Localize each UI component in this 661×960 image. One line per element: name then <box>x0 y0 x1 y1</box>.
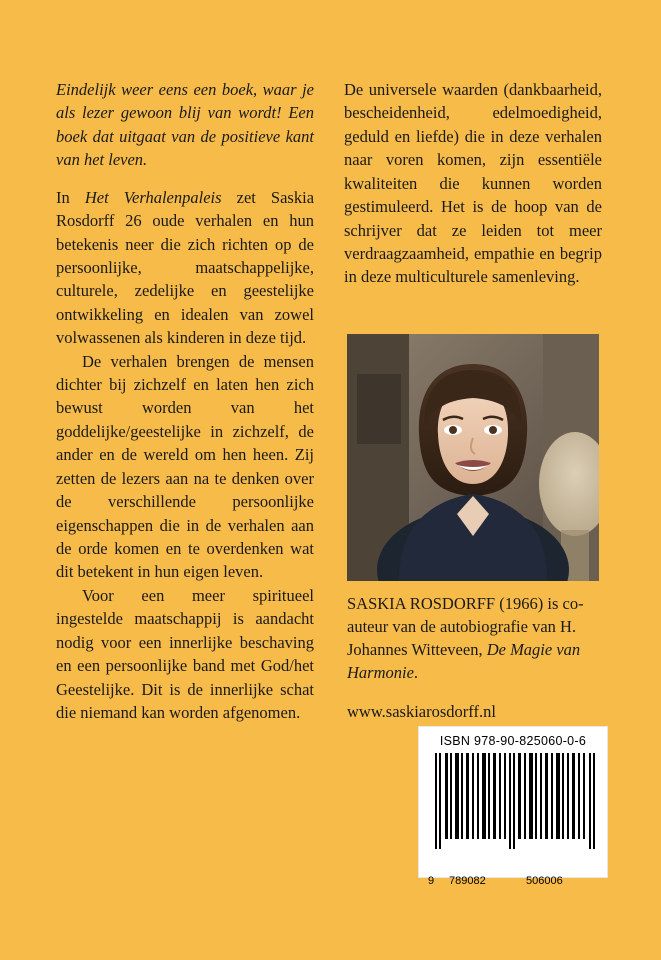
author-photo-image <box>347 334 599 581</box>
bio-sentence: is co-auteur van de autobiografie van H. Johannes Witteveen, <box>347 594 584 660</box>
pull-quote: Eindelijk weer eens een boek, waar je als lezer gewoon blij van wordt! Een boek dat uitgaat van de positieve kant van het leven. <box>56 80 314 170</box>
left-text-column <box>56 78 314 724</box>
author-name: SASKIA ROSDORFF <box>347 594 496 613</box>
paragraph-one-pre: In <box>56 187 85 207</box>
barcode-digit-group-1: 789082 <box>449 875 486 887</box>
isbn-label: ISBN 978-90-825060-0-6 <box>439 734 587 748</box>
barcode <box>418 726 608 887</box>
paragraph-three: Voor een meer spiritueel ingestelde maatschappij is aandacht nodig voor een innerlijke beschaving en een persoonlijke band met God/het Geestelijke. Dit is de innerlijke schat die niemand kan worden afgenomen. <box>56 585 314 722</box>
paragraph-two: De verhalen brengen de mensen dichter bij zichzelf en laten hen zich bewust worden van het goddelijke/geestelijke in zichzelf, de ander en de wereld om hen heen. Zij zetten de lezers aan na te denken over de verschillende persoonlijke eigenschappen die in de verhalen aan de orde komen en te overdenken wat dit betekent in hun eigen leven. <box>56 351 314 582</box>
barcode-bars <box>429 753 597 849</box>
author-birth-year: (1966) <box>499 594 544 613</box>
bio-text <box>347 592 603 684</box>
barcode-digit-group-2: 506006 <box>526 875 563 887</box>
paragraph-one <box>56 186 314 350</box>
author-bio <box>347 592 603 723</box>
paragraph-four: De universele waarden (dankbaarheid, bescheidenheid, edelmoedigheid, geduld en liefde) die in deze verhalen naar voren komen, zijn essentiële kwaliteiten die kunnen worden gestimuleerd. Het is de hoop van de schrijver dat ze leiden tot meer verdraagzaamheid, empathie en begrip in deze multiculturele samenleving. <box>344 80 602 287</box>
author-photo <box>347 334 599 581</box>
bio-period: . <box>413 663 419 683</box>
coauthored-book-title: De Magie van Harmonie <box>347 640 581 683</box>
paragraph-one-post: zet Saskia Rosdorff 26 oude verhalen en hun betekenis neer die zich richten op de persoonlijke, maatschappelijke, culturele, zedelijke en geestelijke ontwikkeling en idealen van zowel volwassenen als kinderen in deze tijd. <box>56 187 315 348</box>
book-title-inline: Het Verhalenpaleis <box>84 187 222 207</box>
barcode-digit-group-0: 9 <box>428 875 435 887</box>
author-website: www.saskiarosdorff.nl <box>347 702 496 722</box>
